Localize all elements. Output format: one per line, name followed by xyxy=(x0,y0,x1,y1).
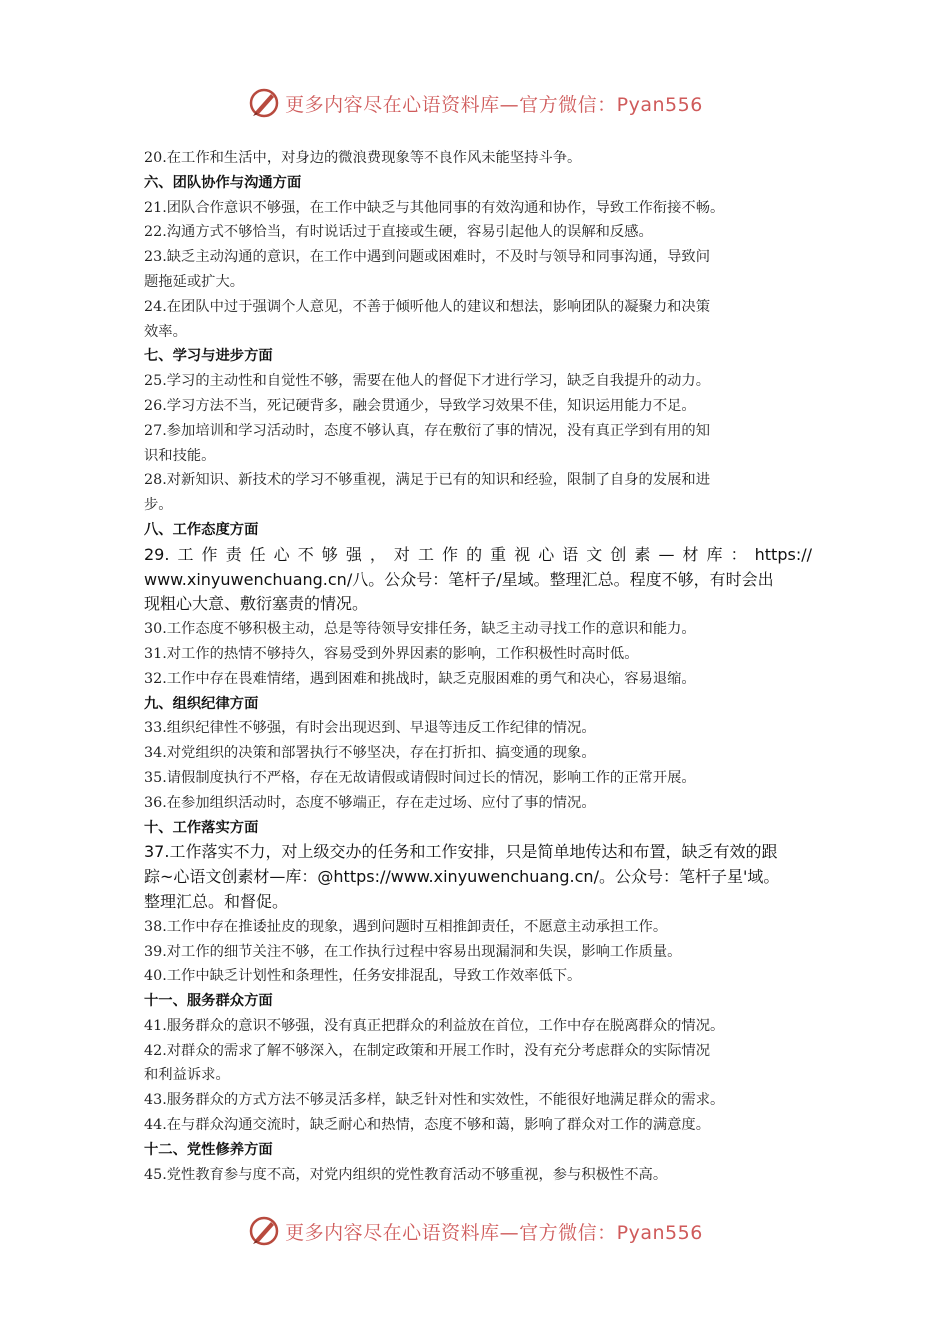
pen-circle-logo-icon xyxy=(247,1214,281,1248)
section-heading: 十一、服务群众方面 xyxy=(144,993,273,1010)
header-banner xyxy=(0,83,950,123)
paragraph-line: 28.对新知识、新技术的学习不够重视，满足于已有的知识和经验，限制了自身的发展和进 xyxy=(144,472,711,489)
banner-text: 更多内容尽在心语资料库—官方微信：Pyan556 xyxy=(285,1221,703,1244)
section-heading: 十二、党性修养方面 xyxy=(144,1141,273,1158)
paragraph-line: 识和技能。 xyxy=(144,447,216,464)
pen-circle-logo-icon xyxy=(247,86,281,120)
section-heading: 六、团队协作与沟通方面 xyxy=(144,174,302,191)
paragraph-line: 题拖延或扩大。 xyxy=(144,273,245,290)
paragraph-line: 35.请假制度执行不严格，存在无故请假或请假时间过长的情况，影响工作的正常开展。 xyxy=(144,769,696,786)
paragraph-line: 44.在与群众沟通交流时，缺乏耐心和热情，态度不够和蔼，影响了群众对工作的满意度。 xyxy=(144,1117,711,1134)
paragraph-line: 21.团队合作意识不够强，在工作中缺乏与其他同事的有效沟通和协作，导致工作衔接不畅。 xyxy=(144,199,725,216)
paragraph-line: 30.工作态度不够积极主动，总是等待领导安排任务，缺乏主动寻找工作的意识和能力。 xyxy=(144,621,696,638)
paragraph-line: 36.在参加组织活动时，态度不够端正，存在走过场、应付了事的情况。 xyxy=(144,794,596,811)
section-heading: 九、组织纪律方面 xyxy=(144,695,259,712)
paragraph-line: 步。 xyxy=(144,497,173,514)
paragraph-line: 43.服务群众的方式方法不够灵活多样，缺乏针对性和实效性，不能很好地满足群众的需求。 xyxy=(144,1092,725,1109)
paragraph-line: 22.沟通方式不够恰当，有时说话过于直接或生硬，容易引起他人的误解和反感。 xyxy=(144,224,653,241)
paragraph-line: 29.工作责任心不够强，对工作的重视心语文创素—材库：https:// xyxy=(144,544,812,564)
footer-banner xyxy=(0,1211,950,1251)
paragraph-line: 26.学习方法不当，死记硬背多，融会贯通少，导致学习效果不佳，知识运用能力不足。 xyxy=(144,397,696,414)
paragraph-line: 现粗心大意、敷衍塞责的情况。 xyxy=(144,594,369,614)
paragraph-line: 20.在工作和生活中，对身边的微浪费现象等不良作风未能坚持斗争。 xyxy=(144,150,582,166)
paragraph-line: 整理汇总。和督促。 xyxy=(144,891,289,911)
banner-text: 更多内容尽在心语资料库—官方微信：Pyan556 xyxy=(285,93,703,116)
paragraph-line: 38.工作中存在推诿扯皮的现象，遇到问题时互相推卸责任，不愿意主动承担工作。 xyxy=(144,918,668,935)
paragraph-line: 39.对工作的细节关注不够，在工作执行过程中容易出现漏洞和失误，影响工作质量。 xyxy=(144,943,682,960)
paragraph-line: 33.组织纪律性不够强，有时会出现迟到、早退等违反工作纪律的情况。 xyxy=(144,720,596,737)
paragraph-line: 45.党性教育参与度不高，对党内组织的党性教育活动不够重视，参与积极性不高。 xyxy=(144,1166,668,1183)
section-heading: 七、学习与进步方面 xyxy=(144,348,273,365)
paragraph-line: 34.对党组织的决策和部署执行不够坚决，存在打折扣、搞变通的现象。 xyxy=(144,745,596,762)
paragraph-line: 23.缺乏主动沟通的意识，在工作中遇到问题或困难时，不及时与领导和同事沟通，导致问 xyxy=(144,249,711,266)
paragraph-line: 42.对群众的需求了解不够深入，在制定政策和开展工作时，没有充分考虑群众的实际情况 xyxy=(144,1042,711,1059)
paragraph-line: 37.工作落实不力，对上级交办的任务和工作安排，只是简单地传达和布置，缺乏有效的跟 xyxy=(144,842,778,862)
section-heading: 十、工作落实方面 xyxy=(144,819,259,836)
paragraph-line: 27.参加培训和学习活动时，态度不够认真，存在敷衍了事的情况，没有真正学到有用的知 xyxy=(144,422,711,439)
paragraph-line: 41.服务群众的意识不够强，没有真正把群众的利益放在首位，工作中存在脱离群众的情况。 xyxy=(144,1017,725,1034)
paragraph-line: 31.对工作的热情不够持久，容易受到外界因素的影响，工作积极性时高时低。 xyxy=(144,645,639,662)
paragraph-line: www.xinyuwenchuang.cn/八。公众号：笔杆子/星域。整理汇总。程度不够，有时会出 xyxy=(144,569,774,589)
paragraph-line: 24.在团队中过于强调个人意见，不善于倾听他人的建议和想法，影响团队的凝聚力和决策 xyxy=(144,298,711,315)
paragraph-line: 效率。 xyxy=(144,323,187,340)
document-body xyxy=(144,146,812,1187)
section-heading: 八、工作态度方面 xyxy=(144,521,259,538)
paragraph-line: 踪~心语文创素材—库：@https://www.xinyuwenchuang.cn/。公众号：笔杆子星'域。 xyxy=(144,867,780,887)
paragraph-line: 40.工作中缺乏计划性和条理性，任务安排混乱，导致工作效率低下。 xyxy=(144,968,582,985)
paragraph-line: 25.学习的主动性和自觉性不够，需要在他人的督促下才进行学习，缺乏自我提升的动力。 xyxy=(144,373,711,390)
paragraph-line: 和利益诉求。 xyxy=(144,1067,230,1084)
paragraph-line: 32.工作中存在畏难情绪，遇到困难和挑战时，缺乏克服困难的勇气和决心，容易退缩。 xyxy=(144,670,696,687)
